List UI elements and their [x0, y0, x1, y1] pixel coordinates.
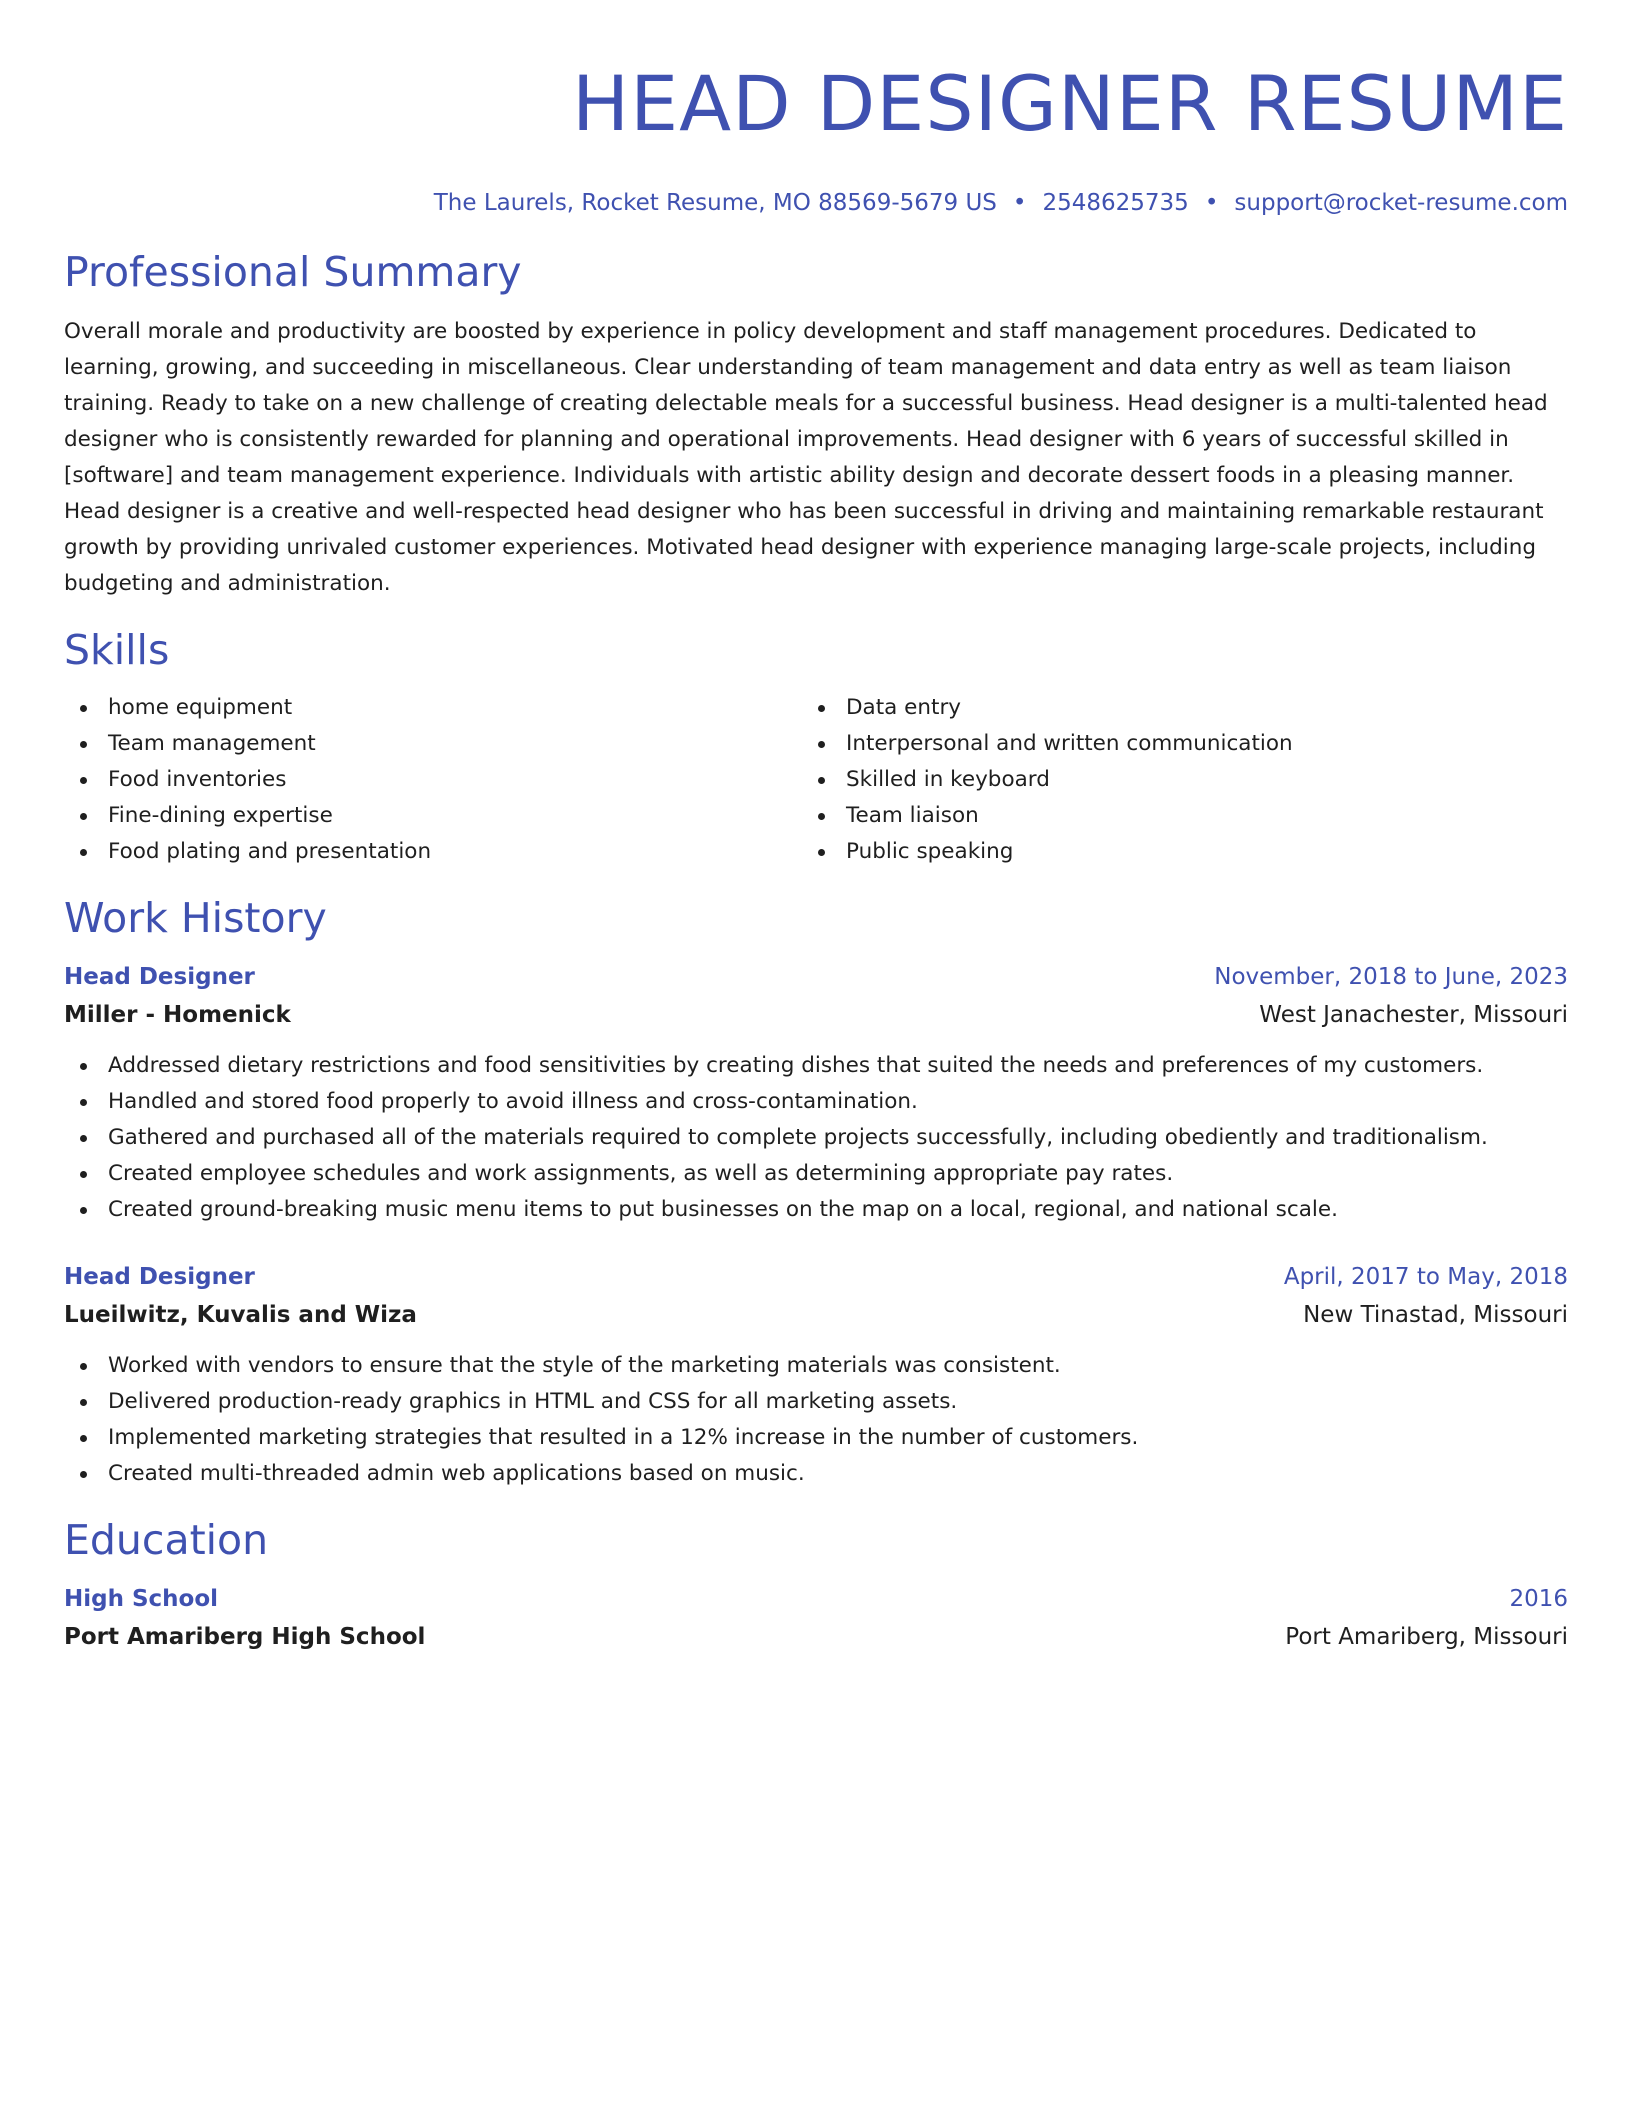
- skill-item: Food plating and presentation: [64, 834, 802, 870]
- job-title: Head Designer: [64, 1264, 255, 1290]
- job-entry: [64, 1258, 1568, 1492]
- job-title-row: [64, 1258, 1568, 1296]
- education-location: Port Amariberg, Missouri: [1285, 1624, 1568, 1650]
- work-history-heading: Work History: [64, 894, 327, 942]
- education-entry: [64, 1580, 1568, 1656]
- resume-title: HEAD DESIGNER RESUME: [571, 59, 1568, 148]
- skills-column-right: [802, 690, 1540, 870]
- job-company-row: [64, 1296, 1568, 1334]
- job-bullets: [64, 1348, 1568, 1492]
- job-company: Lueilwitz, Kuvalis and Wiza: [64, 1302, 417, 1328]
- skill-item: Public speaking: [802, 834, 1540, 870]
- education-degree-row: [64, 1580, 1568, 1618]
- contact-address: The Laurels, Rocket Resume, MO 88569-5679 US: [433, 190, 997, 216]
- education-heading: Education: [64, 1516, 269, 1564]
- job-bullet: Delivered production-ready graphics in HTML and CSS for all marketing assets.: [64, 1384, 1568, 1420]
- skills-heading: Skills: [64, 626, 170, 674]
- education-degree: High School: [64, 1586, 219, 1612]
- job-bullet: Worked with vendors to ensure that the style of the marketing materials was consistent.: [64, 1348, 1568, 1384]
- contact-separator: •: [1012, 190, 1027, 216]
- job-bullet: Created ground-breaking music menu items to put businesses on the map on a local, regional, and national scale.: [64, 1192, 1568, 1228]
- job-company-row: [64, 996, 1568, 1034]
- contact-separator: •: [1204, 190, 1219, 216]
- education-school-row: [64, 1618, 1568, 1656]
- contact-email: support@rocket-resume.com: [1234, 190, 1568, 216]
- job-bullet: Created employee schedules and work assignments, as well as determining appropriate pay rates.: [64, 1156, 1568, 1192]
- skills-list: [64, 690, 1568, 870]
- resume-header: [64, 56, 1568, 218]
- job-location: West Janachester, Missouri: [1259, 1002, 1568, 1028]
- job-dates: November, 2018 to June, 2023: [1214, 964, 1568, 990]
- contact-line: [64, 188, 1568, 218]
- job-bullet: Created multi-threaded admin web applications based on music.: [64, 1456, 1568, 1492]
- skill-item: Fine-dining expertise: [64, 798, 802, 834]
- skill-item: Food inventories: [64, 762, 802, 798]
- job-title-row: [64, 958, 1568, 996]
- job-dates: April, 2017 to May, 2018: [1283, 1264, 1568, 1290]
- skill-item: Data entry: [802, 690, 1540, 726]
- skill-item: Team management: [64, 726, 802, 762]
- skill-item: Team liaison: [802, 798, 1540, 834]
- job-entry: [64, 958, 1568, 1228]
- education-school: Port Amariberg High School: [64, 1624, 426, 1650]
- skill-item: Interpersonal and written communication: [802, 726, 1540, 762]
- contact-phone: 2548625735: [1042, 190, 1189, 216]
- job-title: Head Designer: [64, 964, 255, 990]
- skill-item: Skilled in keyboard: [802, 762, 1540, 798]
- job-bullet: Addressed dietary restrictions and food sensitivities by creating dishes that suited the needs and preferences of my customers.: [64, 1048, 1568, 1084]
- education-year: 2016: [1509, 1586, 1568, 1612]
- summary-heading: Professional Summary: [64, 248, 522, 296]
- job-company: Miller - Homenick: [64, 1002, 291, 1028]
- job-location: New Tinastad, Missouri: [1303, 1302, 1568, 1328]
- summary-text: Overall morale and productivity are boosted by experience in policy development and staff management procedures. Dedicated to learning, growing, and succeeding in miscellaneous. Clear understanding of team management and data entry as well as team liaison training. Ready to take on a new challenge of creating delectable meals for a successful business. Head designer is a multi-talented head designer who is consistently rewarded for planning and operational improvements. Head designer with 6 years of successful skilled in [software] and team management experience. Individuals with artistic ability design and decorate dessert foods in a pleasing manner. Head designer is a creative and well-respected head designer who has been successful in driving and maintaining remarkable restaurant growth by providing unrivaled customer experiences. Motivated head designer with experience managing large-scale projects, including budgeting and administration.: [64, 319, 1548, 596]
- job-bullet: Handled and stored food properly to avoid illness and cross-contamination.: [64, 1084, 1568, 1120]
- skill-item: home equipment: [64, 690, 802, 726]
- job-bullet: Gathered and purchased all of the materials required to complete projects successfully, including obediently and traditionalism.: [64, 1120, 1568, 1156]
- job-bullets: [64, 1048, 1568, 1228]
- job-bullet: Implemented marketing strategies that resulted in a 12% increase in the number of customers.: [64, 1420, 1568, 1456]
- skills-column-left: [64, 690, 802, 870]
